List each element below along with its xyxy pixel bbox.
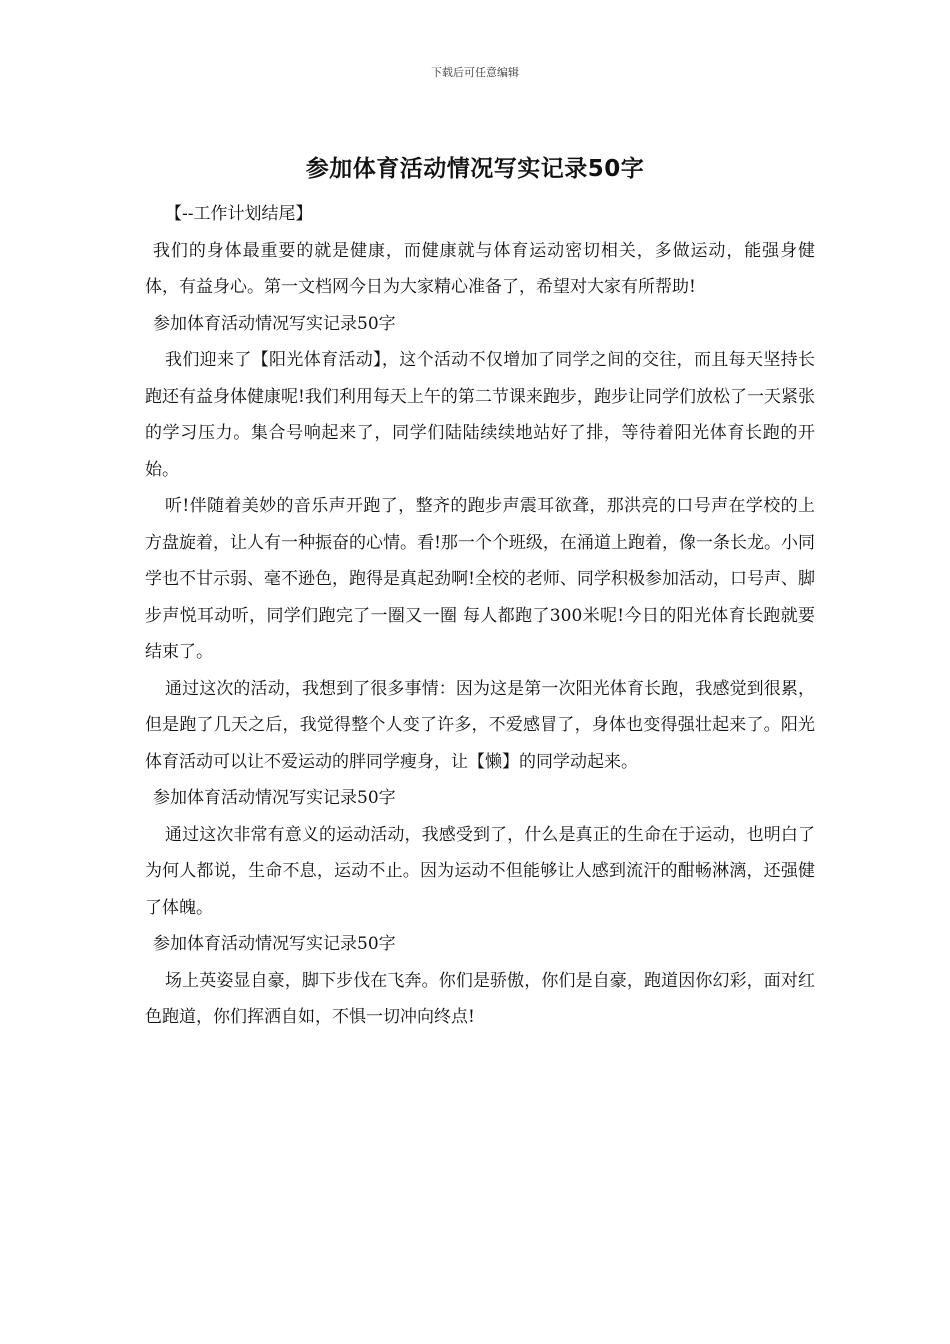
paragraph-3: 听!伴随着美妙的音乐声开跑了，整齐的跑步声震耳欲聋，那洪亮的口号声在学校的上方盘旋着，让人有一种振奋的心情。看!那一个个班级，在涌道上跑着，像一条长龙。小同学也不甘示弱、毫不逊色，跑得是真起劲啊!全校的老师、同学积极参加活动，口号声、脚步声悦耳动听，同学们跑完了一圈又一圈 每人都跑了300米呢!今日的阳光体育长跑就要结束了。 [145, 496, 815, 662]
paragraph-1: 我们的身体最重要的就是健康，而健康就与体育运动密切相关，多做运动，能强身健体，有益身心。第一文档网今日为大家精心准备了，希望对大家有所帮助! [145, 240, 815, 297]
document-title: 参加体育活动情况写实记录50字 [305, 156, 645, 182]
header-note: 下载后可任意编辑 [431, 66, 519, 79]
section-heading-1: 参加体育活动情况写实记录50字 [153, 313, 396, 334]
paragraph-5: 通过这次非常有意义的运动活动，我感受到了，什么是真正的生命在于运动，也明白了为何人都说，生命不息，运动不止。因为运动不但能够让人感到流汗的酣畅淋漓，还强健了体魄。 [145, 824, 815, 918]
section-heading-3: 参加体育活动情况写实记录50字 [153, 934, 396, 954]
paragraph-2: 我们迎来了【阳光体育活动】，这个活动不仅增加了同学之间的交往，而且每天坚持长跑还有益身体健康呢!我们利用每天上午的第二节课来跑步，跑步让同学们放松了一天紧张的学习压力。集合号响起来了，同学们陆陆续续地站好了排，等待着阳光体育长跑的开始。 [145, 350, 815, 480]
paragraph-4: 通过这次的活动，我想到了很多事情：因为这是第一次阳光体育长跑，我感觉到很累，但是跑了几天之后，我觉得整个人变了许多，不爱感冒了，身体也变得强壮起来了。阳光体育活动可以让不爱运动的胖同学瘦身，让【懒】的同学动起来。 [145, 678, 815, 772]
section-heading-2: 参加体育活动情况写实记录50字 [153, 788, 396, 808]
tag-line: 【--工作计划结尾】 [165, 204, 313, 224]
document-body [145, 196, 815, 1036]
paragraph-6: 场上英姿显自豪，脚下步伐在飞奔。你们是骄傲，你们是自豪，跑道因你幻彩，面对红色跑道，你们挥洒自如，不惧一切冲向终点! [145, 970, 815, 1027]
